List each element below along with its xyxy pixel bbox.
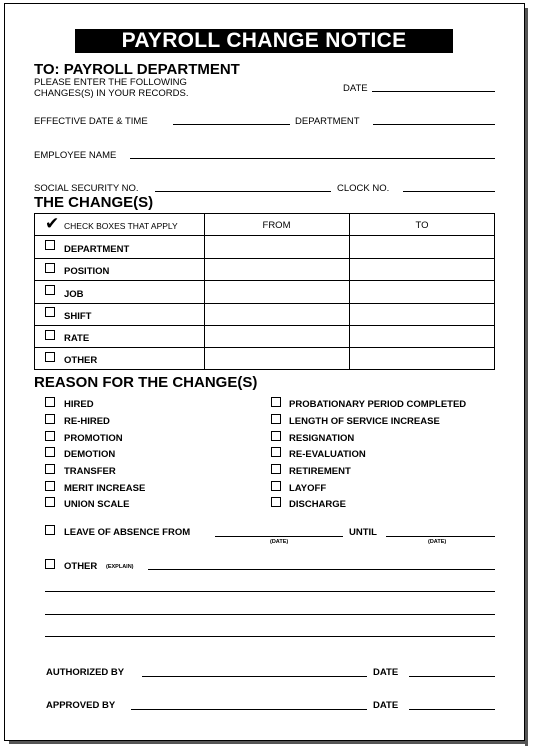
instructions-line-2: CHANGES(S) IN YOUR RECORDS. bbox=[34, 88, 189, 99]
col-to-header: TO bbox=[415, 220, 429, 231]
reason-length-of-service-checkbox[interactable] bbox=[271, 414, 281, 424]
leave-of-absence-checkbox[interactable] bbox=[45, 525, 55, 535]
table-divider-from bbox=[204, 214, 205, 369]
change-row-label: JOB bbox=[64, 289, 84, 300]
employee-name-label: EMPLOYEE NAME bbox=[34, 150, 117, 161]
until-label: UNTIL bbox=[349, 527, 377, 538]
clock-no-label: CLOCK NO. bbox=[337, 183, 390, 194]
reason-merit-increase-checkbox[interactable] bbox=[45, 481, 55, 491]
instructions-line-1: PLEASE ENTER THE FOLLOWING bbox=[34, 77, 187, 88]
reason-label: LENGTH OF SERVICE INCREASE bbox=[289, 416, 440, 427]
leave-of-absence-label: LEAVE OF ABSENCE FROM bbox=[64, 527, 191, 538]
reason-resignation-checkbox[interactable] bbox=[271, 431, 281, 441]
effective-date-label: EFFECTIVE DATE & TIME bbox=[34, 116, 148, 127]
explain-line-2[interactable] bbox=[45, 591, 495, 592]
table-divider-to bbox=[349, 214, 350, 369]
change-row-label: SHIFT bbox=[64, 311, 92, 322]
change-position-checkbox[interactable] bbox=[45, 263, 55, 273]
leave-until-date-field[interactable] bbox=[386, 536, 495, 537]
table-row-rule bbox=[35, 303, 494, 304]
reason-layoff-checkbox[interactable] bbox=[271, 481, 281, 491]
reason-reevaluation-checkbox[interactable] bbox=[271, 447, 281, 457]
table-row-rule bbox=[35, 347, 494, 348]
reason-label: DISCHARGE bbox=[289, 499, 347, 510]
reason-rehired-checkbox[interactable] bbox=[45, 414, 55, 424]
reason-transfer-checkbox[interactable] bbox=[45, 464, 55, 474]
approved-by-label: APPROVED BY bbox=[46, 700, 116, 711]
employee-name-field[interactable] bbox=[130, 158, 495, 159]
reason-union-scale-checkbox[interactable] bbox=[45, 497, 55, 507]
leave-until-date-hint: (DATE) bbox=[428, 539, 447, 545]
col-check-header: CHECK BOXES THAT APPLY bbox=[64, 221, 178, 231]
department-label: DEPARTMENT bbox=[295, 116, 360, 127]
reason-label: PROBATIONARY PERIOD COMPLETED bbox=[289, 399, 467, 410]
leave-from-date-hint: (DATE) bbox=[270, 539, 289, 545]
effective-date-field[interactable] bbox=[173, 124, 290, 125]
to-payroll-heading: TO: PAYROLL DEPARTMENT bbox=[34, 61, 240, 78]
changes-table bbox=[34, 213, 495, 370]
reason-label: RESIGNATION bbox=[289, 433, 355, 444]
date-field[interactable] bbox=[372, 91, 495, 92]
reason-label: HIRED bbox=[64, 399, 94, 410]
change-job-checkbox[interactable] bbox=[45, 285, 55, 295]
authorized-by-label: AUTHORIZED BY bbox=[46, 667, 125, 678]
reason-promotion-checkbox[interactable] bbox=[45, 431, 55, 441]
explain-hint: (EXPLAIN) bbox=[106, 564, 134, 570]
explain-line-3[interactable] bbox=[45, 614, 495, 615]
reason-label: MERIT INCREASE bbox=[64, 483, 146, 494]
reason-hired-checkbox[interactable] bbox=[45, 397, 55, 407]
reason-demotion-checkbox[interactable] bbox=[45, 447, 55, 457]
reason-retirement-checkbox[interactable] bbox=[271, 464, 281, 474]
form-sheet bbox=[4, 3, 525, 741]
change-department-checkbox[interactable] bbox=[45, 240, 55, 250]
date-label: DATE bbox=[343, 83, 368, 94]
reason-label: UNION SCALE bbox=[64, 499, 130, 510]
page-shadow-right bbox=[525, 8, 528, 746]
authorized-by-field[interactable] bbox=[142, 676, 367, 677]
reason-label: RE-HIRED bbox=[64, 416, 110, 427]
authorized-date-label: DATE bbox=[373, 667, 399, 678]
form-title: PAYROLL CHANGE NOTICE bbox=[75, 29, 453, 53]
reason-label: RE-EVALUATION bbox=[289, 449, 366, 460]
ssn-field[interactable] bbox=[155, 191, 331, 192]
change-row-label: RATE bbox=[64, 333, 90, 344]
approved-date-label: DATE bbox=[373, 700, 399, 711]
reason-other-label: OTHER bbox=[64, 561, 98, 572]
table-header-rule bbox=[35, 235, 494, 236]
reason-discharge-checkbox[interactable] bbox=[271, 497, 281, 507]
page-shadow-bottom bbox=[9, 741, 528, 744]
reason-label: TRANSFER bbox=[64, 466, 116, 477]
reason-label: RETIREMENT bbox=[289, 466, 351, 477]
table-row-rule bbox=[35, 280, 494, 281]
ssn-label: SOCIAL SECURITY NO. bbox=[34, 183, 139, 194]
table-row-rule bbox=[35, 325, 494, 326]
changes-heading: THE CHANGE(S) bbox=[34, 194, 154, 211]
explain-line-1[interactable] bbox=[148, 569, 495, 570]
col-from-header: FROM bbox=[262, 220, 291, 231]
reason-other-checkbox[interactable] bbox=[45, 559, 55, 569]
change-row-label: DEPARTMENT bbox=[64, 244, 130, 255]
explain-line-4[interactable] bbox=[45, 636, 495, 637]
approved-date-field[interactable] bbox=[409, 709, 495, 710]
reason-label: PROMOTION bbox=[64, 433, 123, 444]
clock-no-field[interactable] bbox=[403, 191, 495, 192]
table-row-rule bbox=[35, 258, 494, 259]
change-other-checkbox[interactable] bbox=[45, 352, 55, 362]
reason-label: LAYOFF bbox=[289, 483, 327, 494]
check-mark-icon: ✔ bbox=[45, 214, 60, 233]
authorized-date-field[interactable] bbox=[409, 676, 495, 677]
department-field[interactable] bbox=[373, 124, 495, 125]
reason-probationary-checkbox[interactable] bbox=[271, 397, 281, 407]
reasons-heading: REASON FOR THE CHANGE(S) bbox=[34, 374, 258, 391]
leave-from-date-field[interactable] bbox=[215, 536, 343, 537]
approved-by-field[interactable] bbox=[131, 709, 367, 710]
change-shift-checkbox[interactable] bbox=[45, 307, 55, 317]
reason-label: DEMOTION bbox=[64, 449, 116, 460]
change-rate-checkbox[interactable] bbox=[45, 330, 55, 340]
change-row-label: POSITION bbox=[64, 266, 110, 277]
change-row-label: OTHER bbox=[64, 355, 98, 366]
